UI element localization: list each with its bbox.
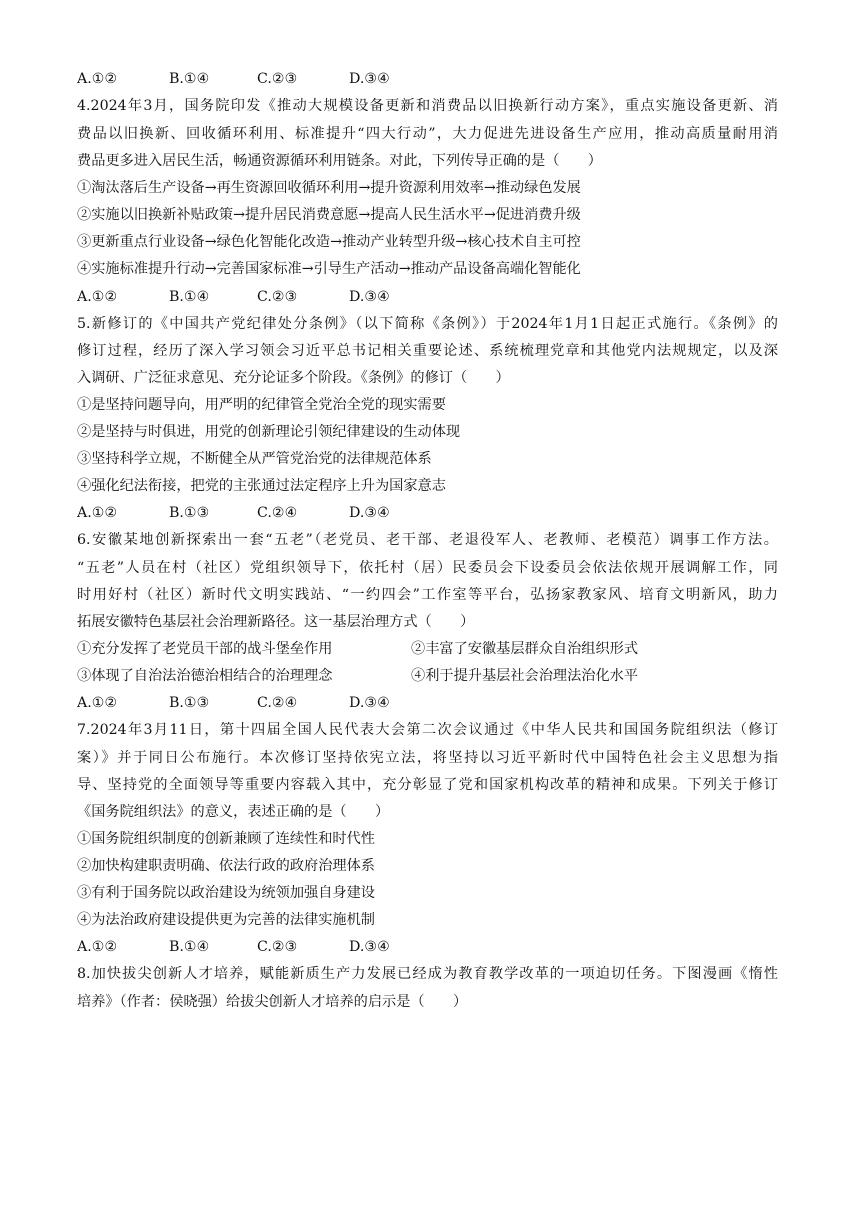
q7-options: [77, 937, 778, 957]
q7-item-3: ③有利于国务院以政治建设为统领加强自身建设: [77, 885, 375, 901]
q5-item-3: ③坚持科学立规，不断健全从严管党治党的法律规范体系: [77, 451, 432, 467]
q6-option-c[interactable]: C.②④: [257, 695, 298, 711]
q5-option-c[interactable]: C.②④: [257, 505, 298, 521]
q7-stem-line-1: 7.2024年3月11日，第十四届全国人民代表大会第二次会议通过《中华人民共和国国务院组织法（修订: [77, 722, 778, 738]
q4-option-c[interactable]: C.②③: [257, 289, 298, 305]
q4-option-d[interactable]: D.③④: [349, 289, 390, 305]
q7-item-2: ②加快构建职责明确、依法行政的政府治理体系: [77, 858, 375, 874]
q4-options: [77, 287, 778, 307]
q6-stem-line-3: 时用好村（社区）新时代文明实践站、“一约四会”工作室等平台，弘扬家教家风、培育文明新风，助力: [77, 587, 778, 603]
q8-stem-line-1: 8.加快拔尖创新人才培养，赋能新质生产力发展已经成为教育教学改革的一项迫切任务。下图漫画《惰性: [77, 966, 778, 982]
q5-item-1: ①是坚持问题导向，用严明的纪律管全党治全党的现实需要: [77, 397, 446, 413]
q3-option-c[interactable]: C.②③: [257, 71, 298, 87]
q4-option-b[interactable]: B.①④: [169, 289, 210, 305]
q7-option-d[interactable]: D.③④: [349, 939, 390, 955]
q6-item-2: ②丰富了安徽基层群众自治组织形式: [411, 641, 639, 657]
q7-option-a[interactable]: A.①②: [77, 939, 118, 955]
q3-option-d[interactable]: D.③④: [349, 71, 390, 87]
q7-item-4: ④为法治政府建设提供更为完善的法律实施机制: [77, 912, 375, 928]
q7-item-1: ①国务院组织制度的创新兼顾了连续性和时代性: [77, 831, 375, 847]
q3-options: [77, 69, 778, 89]
q4-item-1: ①淘汰落后生产设备→再生资源回收循环利用→提升资源利用效率→推动绿色发展: [77, 180, 581, 196]
q8-stem-line-2: 培养》（作者：侯晓强）给拔尖创新人才培养的启示是（ ）: [77, 994, 468, 1010]
q6-stem-line-2: “五老”人员在村（社区）党组织领导下，依托村（居）民委员会下设委员会依法依规开展调解工作，同: [77, 560, 778, 576]
q4-item-4: ④实施标准提升行动→完善国家标准→引导生产活动→推动产品设备高端化智能化: [77, 261, 581, 277]
q5-option-a[interactable]: A.①②: [77, 505, 118, 521]
q7-option-c[interactable]: C.②③: [257, 939, 298, 955]
q6-option-d[interactable]: D.③④: [349, 695, 390, 711]
q6-item-4: ④利于提升基层社会治理法治化水平: [411, 668, 639, 684]
q6-items-row-1: [77, 639, 778, 659]
q4-stem-line-3: 费品更多进入居民生活，畅通资源循环利用链条。对此，下列传导正确的是（ ）: [77, 153, 602, 169]
q5-stem-line-3: 入调研、广泛征求意见、充分论证多个阶段。《条例》的修订（ ）: [77, 370, 510, 386]
q7-stem-line-2: 案）》并于同日公布施行。本次修订坚持依宪立法，将坚持以习近平新时代中国特色社会主义思想为指: [77, 750, 778, 766]
q6-options: [77, 693, 778, 713]
q6-option-b[interactable]: B.①③: [169, 695, 210, 711]
q4-stem-line-2: 费品以旧换新、回收循环利用、标准提升“四大行动”，大力促进先进设备生产应用，推动高质量耐用消: [77, 126, 778, 142]
q3-option-b[interactable]: B.①④: [169, 71, 210, 87]
q6-item-1: ①充分发挥了老党员干部的战斗堡垒作用: [77, 641, 333, 657]
q6-stem-line-1: 6.安徽某地创新探索出一套“五老”（老党员、老干部、老退役军人、老教师、老模范）调事工作方法。: [77, 532, 778, 548]
q5-option-b[interactable]: B.①③: [169, 505, 210, 521]
q4-item-2: ②实施以旧换新补贴政策→提升居民消费意愿→提高人民生活水平→促进消费升级: [77, 207, 581, 223]
q6-item-3: ③体现了自治法治德治相结合的治理理念: [77, 668, 333, 684]
q5-stem-line-2: 修订过程，经历了深入学习领会习近平总书记相关重要论述、系统梳理党章和其他党内法规规定，以及深: [77, 343, 778, 359]
q6-stem-line-4: 拓展安徽特色基层社会治理新路径。这一基层治理方式（ ）: [77, 614, 475, 630]
q7-stem-line-4: 《国务院组织法》的意义，表述正确的是（ ）: [77, 804, 390, 820]
q6-items-row-2: [77, 666, 778, 686]
q6-option-a[interactable]: A.①②: [77, 695, 118, 711]
q3-option-a[interactable]: A.①②: [77, 71, 118, 87]
q4-item-3: ③更新重点行业设备→绿色化智能化改造→推动产业转型升级→核心技术自主可控: [77, 234, 581, 250]
q4-option-a[interactable]: A.①②: [77, 289, 118, 305]
q7-option-b[interactable]: B.①④: [169, 939, 210, 955]
q5-item-2: ②是坚持与时俱进，用党的创新理论引领纪律建设的生动体现: [77, 424, 461, 440]
q5-options: [77, 503, 778, 523]
q5-stem-line-1: 5.新修订的《中国共产党纪律处分条例》（以下简称《条例》）于2024年1月1日起正式施行。《条例》的: [77, 316, 778, 332]
q5-item-4: ④强化纪法衔接，把党的主张通过法定程序上升为国家意志: [77, 478, 446, 494]
q4-stem-line-1: 4.2024年3月，国务院印发《推动大规模设备更新和消费品以旧换新行动方案》，重点实施设备更新、消: [77, 98, 778, 114]
q5-option-d[interactable]: D.③④: [349, 505, 390, 521]
q7-stem-line-3: 导、坚持党的全面领导等重要内容载入其中，充分彰显了党和国家机构改革的精神和成果。下列关于修订: [77, 777, 778, 793]
